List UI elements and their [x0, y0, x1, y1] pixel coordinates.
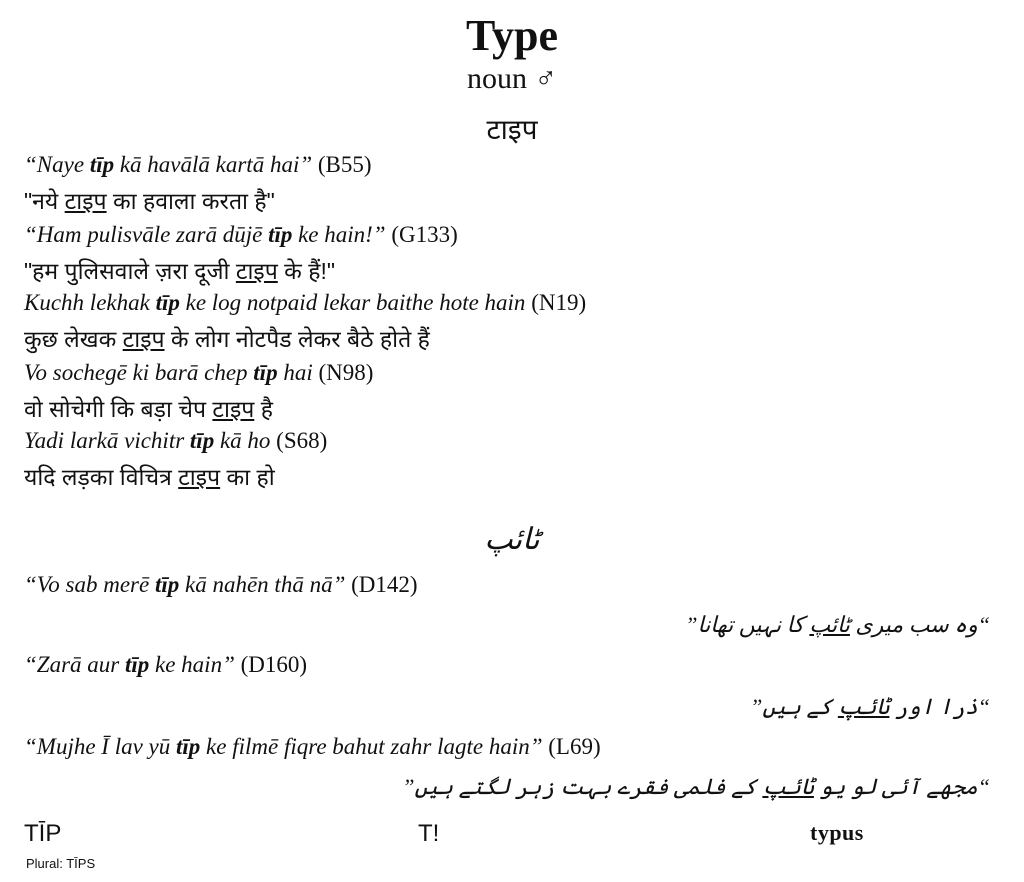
- transliteration-label: TĪP: [24, 820, 62, 847]
- exclamation-label: T!: [418, 820, 440, 847]
- urdu-example-roman: “Zarā aur tīp ke hain” (D160): [24, 652, 308, 677]
- urdu-example-roman: “Mujhe Ī lav yū tīp ke filmē fiqre bahut zahr lagte hain” (L69): [24, 734, 601, 759]
- hindi-example-devanagari: यदि लड़का विचित्र टाइप का हो: [24, 464, 275, 490]
- urdu-example-roman: “Vo sab merē tīp kā nahēn thā nā” (D142): [24, 572, 418, 597]
- hindi-example-roman: Vo sochegē ki barā chep tīp hai (N98): [24, 360, 374, 385]
- hindi-example-roman: Kuchh lekhak tīp ke log notpaid lekar baithe hote hain (N19): [24, 290, 587, 315]
- urdu-example-script: “مجھے آئی لو یو ٹائپ کے فلمی فقرے بہت زہر لگتے ہیں”: [402, 774, 990, 799]
- hindi-example-roman: “Ham pulisvāle zarā dūjē tīp ke hain!” (G133): [24, 222, 458, 247]
- entry-title: Type: [465, 11, 559, 60]
- etymology-label: typus: [810, 820, 864, 845]
- hindi-example-roman: “Naye tīp kā havālā kartā hai” (B55): [24, 152, 372, 177]
- hindi-example-devanagari: "हम पुलिसवाले ज़रा दूजी टाइप के हैं!": [24, 258, 335, 284]
- urdu-example-script: “وہ سب میری ٹائپ کا نہیں تھانا”: [685, 612, 990, 637]
- hindi-example-devanagari: कुछ लेखक टाइप के लोग नोटपैड लेकर बैठे होते हैं: [24, 326, 430, 352]
- part-of-speech: noun ♂: [467, 62, 557, 95]
- hindi-example-devanagari: "नये टाइप का हवाला करता है": [24, 188, 275, 214]
- urdu-example-script: “ذرا اور ٹائپ کے ہیں”: [750, 694, 990, 719]
- hindi-example-roman: Yadi larkā vichitr tīp kā ho (S68): [24, 428, 328, 453]
- hindi-headword: टाइप: [486, 114, 538, 145]
- urdu-headword: ٹائپ: [484, 523, 540, 556]
- plural-label: Plural: TĪPS: [26, 856, 96, 871]
- hindi-example-devanagari: वो सोचेगी कि बड़ा चेप टाइप है: [24, 396, 273, 422]
